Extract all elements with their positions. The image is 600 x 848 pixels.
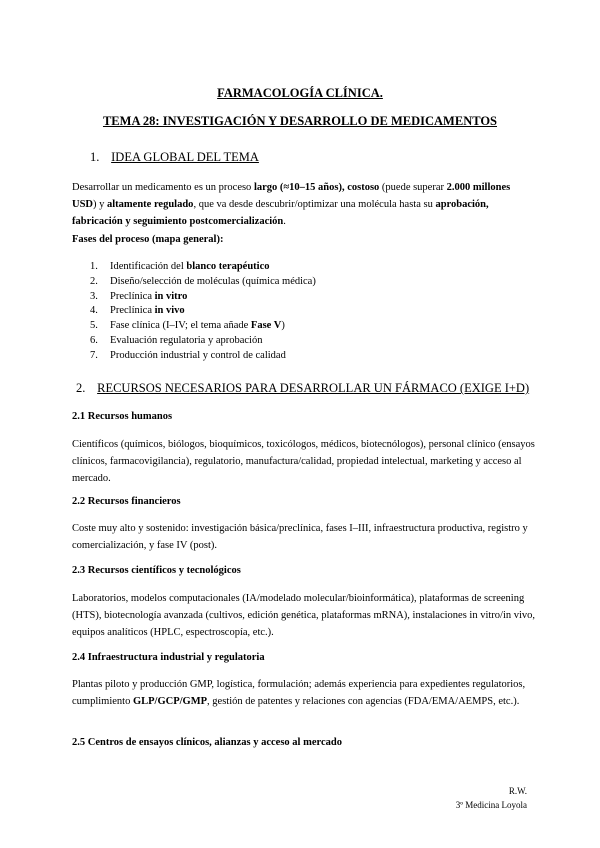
section-1-heading-text: IDEA GLOBAL DEL TEMA [111, 150, 259, 164]
footer-course: 3º Medicina Loyola [455, 800, 527, 810]
list-item-tail: ) [281, 320, 285, 332]
document-title: FARMACOLOGÍA CLÍNICA. [217, 86, 383, 100]
list-item-number: 3. [90, 290, 98, 302]
list-item-number: 7. [90, 349, 98, 361]
list-item-text: Identificación del [110, 261, 187, 272]
section-1-number: 1. [90, 150, 100, 164]
subsection-2-4-title: 2.4 Infraestructura industrial y regulatoria [72, 652, 265, 663]
list-item [90, 275, 316, 290]
list-item-text: Producción industrial y control de calidad [110, 349, 286, 361]
list-item-text: Diseño/selección de moléculas (química médica) [110, 275, 316, 287]
topic-title: TEMA 28: INVESTIGACIÓN Y DESARROLLO DE MEDICAMENTOS [102, 114, 498, 128]
list-item-bold: in vitro [154, 290, 188, 302]
intro-bold-2: 2.000 millones USD [72, 182, 511, 210]
list-item-text: Preclínica [110, 305, 155, 317]
list-item-number: 2. [90, 275, 98, 287]
subsection-2-4-text [72, 676, 532, 710]
list-item [90, 319, 316, 334]
subsection-2-4-text-1: Plantas piloto y producción GMP, logística, formulación; además experiencia para expedientes regulatorios, cumplimiento [72, 679, 526, 707]
phases-title: Fases del proceso (mapa general): [72, 234, 224, 245]
subsection-2-3-title: 2.3 Recursos científicos y tecnológicos [72, 565, 241, 576]
list-item-text: Fase clínica (I–IV; el tema añade [110, 320, 251, 332]
subsection-2-2-text: Coste muy alto y sostenido: investigación básica/preclínica, fases I–III, infraestructura productiva, registro y comercialización, y fase IV (post). [72, 523, 528, 551]
list-item [90, 290, 316, 305]
subsection-2-5-title: 2.5 Centros de ensayos clínicos, alianzas y acceso al mercado [72, 737, 342, 748]
list-item [90, 349, 316, 364]
subsection-2-4-bold: GLP/GCP/GMP [132, 696, 208, 707]
intro-text-1: Desarrollar un medicamento es un proceso [72, 182, 254, 193]
intro-text-2: (puede superar [379, 182, 447, 193]
list-item-bold: blanco terapéutico [186, 261, 270, 272]
list-item [90, 260, 316, 275]
section-2-number: 2. [76, 381, 86, 395]
list-item-text: Preclínica [110, 290, 155, 302]
intro-bold-3: altamente regulado [107, 199, 194, 210]
intro-bold-1: largo (≈10–15 años), costoso [253, 182, 380, 193]
subsection-2-3-text: Laboratorios, modelos computacionales (IA/modelado molecular/bioinformática), plataformas de screening (HTS), biotecnología avanzada (cultivos, edición genética, plataformas mRNA), instalaciones in vitro/in vivo, equipos analíticos (HPLC, espectroscopía, etc.). [72, 593, 536, 638]
section-2-heading-text: RECURSOS NECESARIOS PARA DESARROLLAR UN FÁRMACO (EXIGE I+D) [97, 381, 530, 395]
list-item-number: 1. [90, 261, 98, 272]
list-item [90, 334, 316, 349]
intro-text-4: , que va desde descubrir/optimizar una molécula hasta su [193, 199, 436, 210]
section-1-heading [90, 150, 259, 165]
list-item-text: Evaluación regulatoria y aprobación [110, 334, 263, 346]
list-item-number: 6. [90, 334, 98, 346]
footer-author: R.W. [508, 786, 527, 796]
intro-text-3: ) y [93, 199, 108, 210]
intro-text-5: . [283, 216, 286, 227]
subsection-2-1-title: 2.1 Recursos humanos [72, 411, 173, 422]
list-item-bold: in vivo [154, 305, 185, 317]
list-item [90, 304, 316, 319]
phases-list [90, 260, 316, 364]
list-item-bold: Fase V [250, 320, 282, 332]
subsection-2-1-text: Científicos (químicos, biólogos, bioquímicos, toxicólogos, médicos, biotecnólogos), personal clínico (ensayos clínicos, farmacovigilancia), regulatorio, manufactura/calidad, propiedad intelectual, marketing y acceso al mercado. [72, 439, 535, 484]
list-item-number: 5. [90, 320, 98, 332]
section-2-heading [76, 381, 529, 396]
list-item-number: 4. [90, 305, 98, 317]
intro-bold-4: aprobación, fabricación y seguimiento postcomercialización [72, 199, 489, 227]
subsection-2-2-title: 2.2 Recursos financieros [72, 496, 181, 507]
subsection-2-4-text-2: , gestión de patentes y relaciones con agencias (FDA/EMA/AEMPS, etc.). [207, 696, 520, 707]
intro-paragraph [72, 179, 532, 230]
